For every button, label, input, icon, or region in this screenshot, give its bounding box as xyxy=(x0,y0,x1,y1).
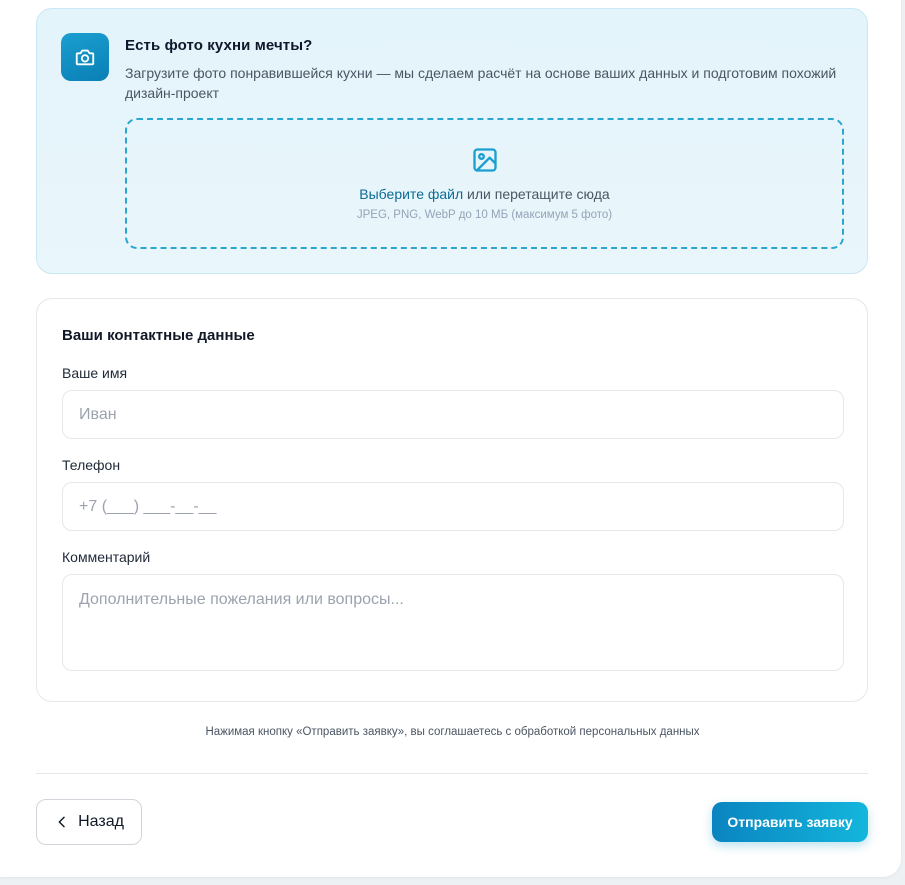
dropzone-text xyxy=(359,186,609,202)
choose-file-link[interactable]: Выберите файл xyxy=(359,186,464,202)
consent-text: Нажимая кнопку «Отправить заявку», вы соглашаетесь с обработкой персональных данных xyxy=(205,726,700,738)
contact-section-title: Ваши контактные данные xyxy=(62,327,255,344)
comment-textarea[interactable] xyxy=(62,574,844,671)
submit-button[interactable]: Отправить заявку xyxy=(712,802,868,842)
back-button[interactable] xyxy=(36,799,142,845)
footer-divider xyxy=(36,773,868,774)
back-button-label: Назад xyxy=(78,813,124,830)
dropzone-drag-text: или перетащите сюда xyxy=(463,186,610,202)
camera-icon xyxy=(61,33,109,81)
phone-input[interactable] xyxy=(62,482,844,531)
name-input[interactable] xyxy=(62,390,844,439)
photo-dropzone[interactable] xyxy=(125,118,844,249)
dropzone-hint: JPEG, PNG, WebP до 10 МБ (максимум 5 фото) xyxy=(356,209,613,221)
contact-card xyxy=(36,298,868,702)
chevron-left-icon xyxy=(54,814,70,830)
name-label: Ваше имя xyxy=(62,365,128,381)
photo-upload-card xyxy=(36,8,868,274)
photo-section-title: Есть фото кухни мечты? xyxy=(125,37,313,54)
image-icon xyxy=(471,146,499,174)
photo-section-description: Загрузите фото понравившейся кухни — мы сделаем расчёт на основе ваших данных и подготовим похожий дизайн-проект xyxy=(125,65,837,101)
comment-label: Комментарий xyxy=(62,549,151,565)
phone-label: Телефон xyxy=(62,457,121,473)
